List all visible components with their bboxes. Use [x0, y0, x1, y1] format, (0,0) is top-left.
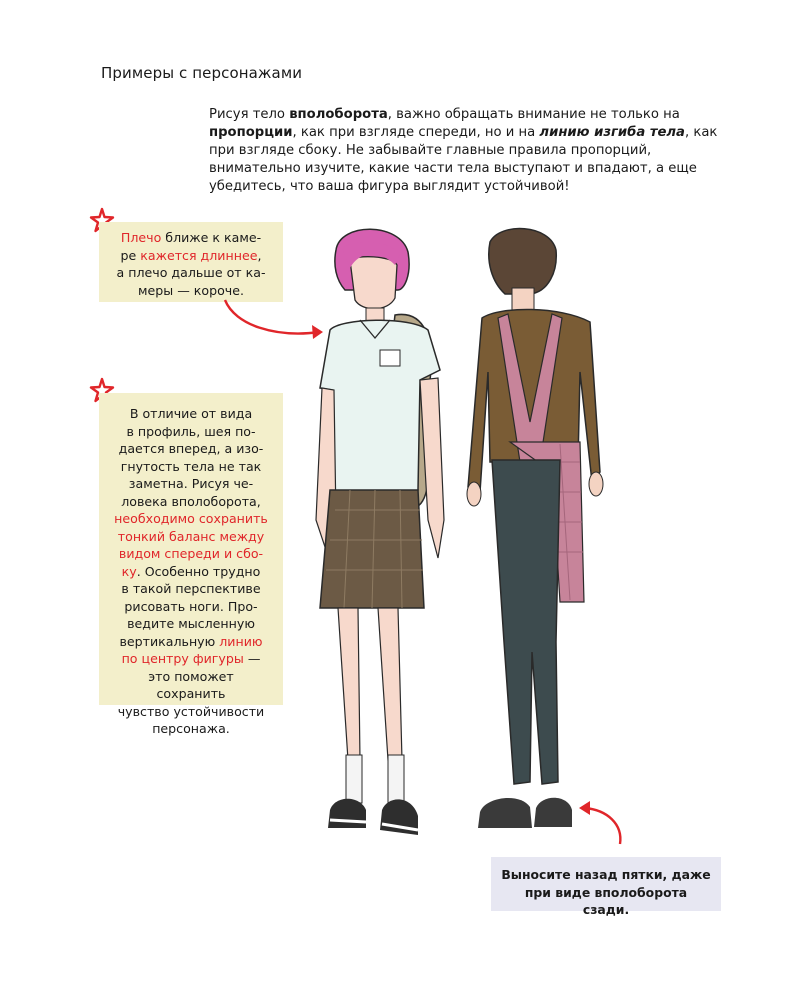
text-segment: Плечо [120, 230, 162, 245]
intro-paragraph [209, 106, 729, 196]
text-segment: линию по центру фигуры [121, 633, 263, 666]
text-segment: пропорции [209, 125, 293, 140]
note-heels: Выносите назад пятки, даже при виде вполоборота сзади. [491, 857, 721, 911]
note-profile [99, 393, 283, 736]
text-segment: вполоборота [289, 107, 388, 122]
text-segment: необходимо сохранить тонкий баланс между видом спереди и сбо- ку [114, 511, 268, 579]
text-segment: , а плечо дальше от ка- меры — короче. [116, 247, 266, 298]
text-segment: ближе к каме- ре [120, 230, 262, 263]
text-segment: кажется длиннее [140, 247, 258, 263]
text-segment: , как при взгляде сбоку. Не забывайте главные правила пропорций, внимательно изучите, какие части тела выступают и впадают, а еще убедитесь, что ваша фигура выглядит устойчивой! [209, 125, 718, 194]
text-segment: , как при взгляде спереди, но и на [292, 125, 540, 140]
text-segment: В отличие от вида в профиль, шея по- дается вперед, а изо- гнутость тела не так заметна. Рисуя че- ловека вполоборота, [118, 406, 264, 509]
page-title: Примеры с персонажами [101, 64, 303, 82]
text-segment: линию изгиба тела [539, 125, 685, 140]
girl-figure-illustration [300, 220, 470, 860]
text-segment: — это поможет сохранить чувство устойчивости персонажа. [117, 651, 265, 736]
text-segment: , важно обращать внимание не только на [387, 107, 680, 122]
text-segment: Рисуя тело [209, 107, 290, 122]
boy-figure-illustration [460, 222, 620, 852]
text-segment: . Особенно трудно в такой перспективе рисовать ноги. Про- ведите мысленную вертикальную [119, 563, 261, 649]
